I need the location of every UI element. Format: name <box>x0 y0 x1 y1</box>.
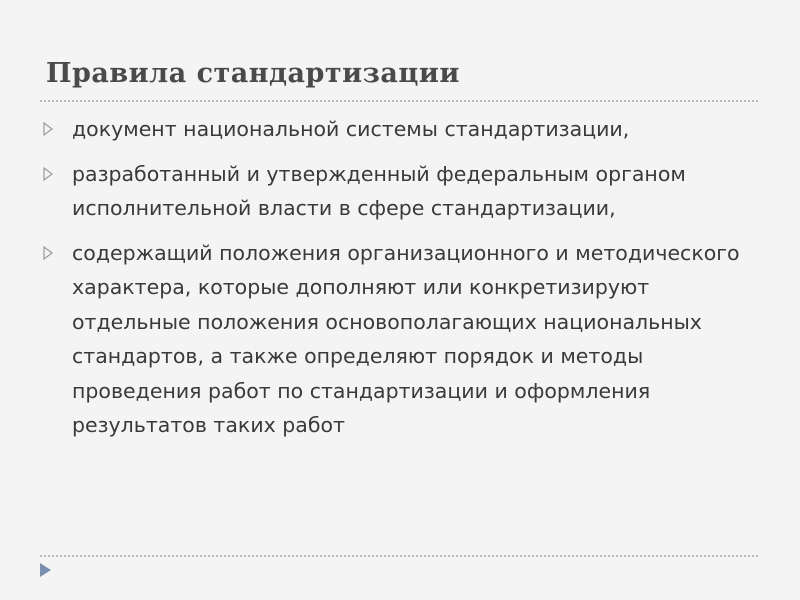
slide-title: Правила стандартизации <box>46 58 460 89</box>
triangle-outline-icon <box>43 246 53 260</box>
bullet-text: содержащий положения организационного и методического характера, которые дополняют или конкретизируют отдельные положения основополагающих национальных стандартов, а также определяют порядок и методы проведения работ по стандартизации и оформления результатов таких работ <box>72 240 740 437</box>
triangle-outline-icon <box>43 167 53 181</box>
bullet-text: документ национальной системы стандартизации, <box>72 117 630 141</box>
play-arrow-icon[interactable] <box>38 562 52 578</box>
bullet-list <box>40 112 760 453</box>
triangle-outline-icon <box>43 122 53 136</box>
bullet-item <box>40 112 760 147</box>
footer-divider <box>40 555 758 557</box>
bullet-item <box>40 157 760 226</box>
title-divider <box>40 100 758 102</box>
bullet-item <box>40 236 760 443</box>
bullet-text: разработанный и утвержденный федеральным органом исполнительной власти в сфере стандартизации, <box>72 161 686 220</box>
